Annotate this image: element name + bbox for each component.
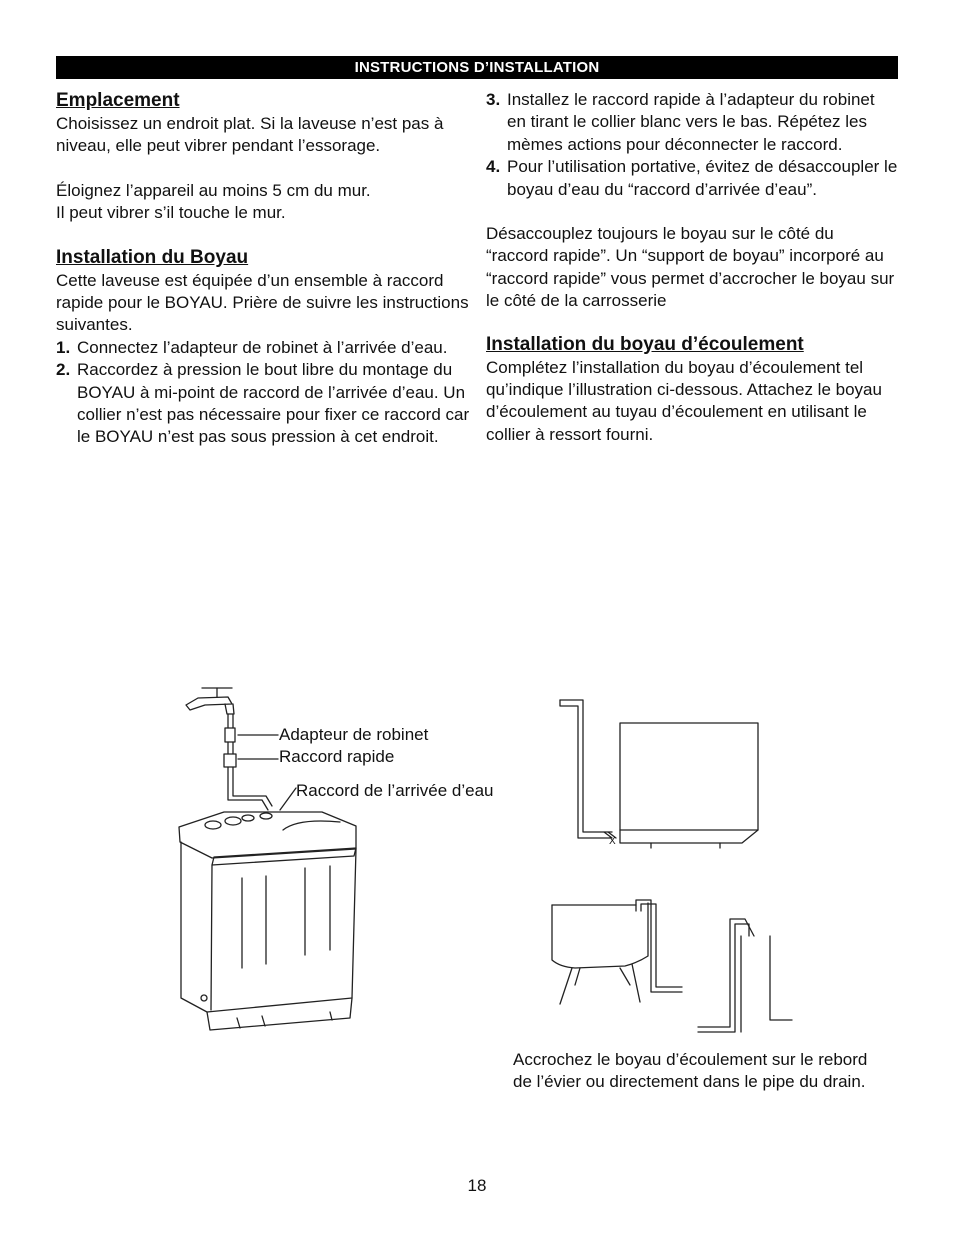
drain-hose-diagram-1 xyxy=(560,700,758,848)
marker-x: X xyxy=(609,836,616,847)
sink-diagram xyxy=(552,900,682,1004)
label-water-inlet: Raccord de l’arrivée d’eau xyxy=(296,781,494,800)
faucet-icon xyxy=(186,688,234,714)
drain-heading: Installation du boyau d’écoulement xyxy=(486,333,804,355)
emplacement-paragraph-2b: Il peut vibrer s’il touche le mur. xyxy=(56,203,286,223)
page-number: 18 xyxy=(467,1176,487,1195)
step-number: 2. xyxy=(56,360,71,380)
boyau-heading: Installation du Boyau xyxy=(56,246,249,268)
section-header-bar: INSTRUCTIONS D’INSTALLATION xyxy=(56,56,898,79)
step-text: Raccordez à pression le bout libre du montage du BOYAU à mi-point de raccord de l’arrivée d’eau. Un collier n’est pas nécessaire pour fixer ce raccord car le BOYAU n’est pas sous pression à cet endroit. xyxy=(77,360,470,447)
emplacement-paragraph-1: Choisissez un endroit plat. Si la laveuse n’est pas à niveau, elle peut vibrer pendant l’essorage. xyxy=(56,114,444,156)
drain-pipe-diagram xyxy=(698,919,792,1032)
step-text: Pour l’utilisation portative, évitez de désaccoupler le boyau d’eau du “raccord d’arrivée d’eau”. xyxy=(507,157,898,199)
label-quick-connector: Raccord rapide xyxy=(279,747,395,766)
emplacement-heading: Emplacement xyxy=(56,90,180,111)
emplacement-paragraph-2a: Éloignez l’appareil au moins 5 cm du mur. xyxy=(56,180,371,200)
step-text: Connectez l’adapteur de robinet à l’arrivée d’eau. xyxy=(77,337,448,357)
step-text: Installez le raccord rapide à l’adapteur du robinet en tirant le collier blanc vers le bas. Répétez les mèmes actions pour déconnecter le raccord. xyxy=(507,90,875,154)
step-number: 1. xyxy=(56,337,71,357)
boyau-intro: Cette laveuse est équipée d’un ensemble à raccord rapide pour le BOYAU. Prière de suivre les instructions suivantes. xyxy=(56,270,469,335)
label-faucet-adapter: Adapteur de robinet xyxy=(279,725,429,744)
step-number: 3. xyxy=(486,90,501,109)
hose-note: Désaccouplez toujours le boyau sur le côté du “raccord rapide”. Un “support de boyau” incorporé au “raccord rapide” vous permet d’accrocher le boyau sur le côté de la carrosserie xyxy=(486,224,895,311)
washer-icon xyxy=(179,812,356,1030)
drain-paragraph: Complétez l’installation du boyau d’écoulement tel qu’indique l’illustration ci-dessous. Attachez le boyau d’écoulement au tuyau d’écoulement en utilisant le collier à ressort fourni. xyxy=(486,357,882,444)
step-number: 4. xyxy=(486,157,501,177)
drain-caption: Accrochez le boyau d’écoulement sur le rebord de l’évier ou directement dans le pipe du drain. xyxy=(513,1050,868,1092)
